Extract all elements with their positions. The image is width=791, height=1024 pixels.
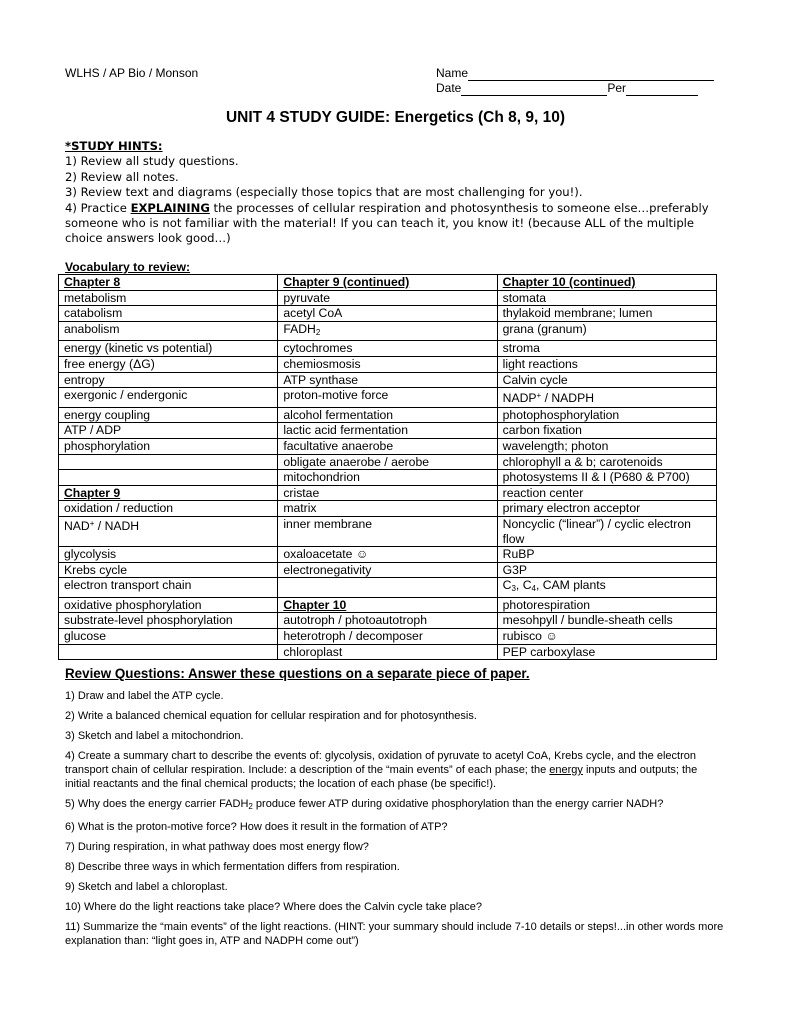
table-cell: RuBP [497,547,716,563]
col-header-ch8: Chapter 8 [59,275,278,291]
table-row [59,629,717,645]
table-row [59,372,717,388]
hint-4 [65,201,725,247]
hint-4-pre: 4) Practice [65,200,131,215]
table-cell: PEP carboxylase [497,644,716,660]
table-cell: chloroplast [278,644,497,660]
table-cell [59,516,278,546]
review-questions [65,689,725,954]
cell-text: NADP [502,391,537,406]
question-11: 11) Summarize the “main events” of the light reactions. (HINT: your summary should include 7-10 details or steps!...in other words more explanation than: “light goes in, ATP and NADPH come out”) [65,921,724,947]
header-right [436,66,714,96]
hint-4-emph: EXPLAINING [130,200,210,215]
table-cell: Calvin cycle [497,372,716,388]
table-cell: photosystems II & I (P680 & P700) [497,470,716,486]
section-header-ch10: Chapter 10 [278,597,497,613]
table-cell [278,321,497,341]
table-cell: stomata [497,290,716,306]
table-cell: reaction center [497,485,716,501]
header-left: WLHS / AP Bio / Monson [65,66,199,80]
table-cell: carbon fixation [497,423,716,439]
subscript: 4 [531,584,536,594]
table-row [59,356,717,372]
table-cell: G3P [497,562,716,578]
table-cell: cytochromes [278,341,497,357]
table-cell: thylakoid membrane; lumen [497,306,716,322]
table-cell: ATP / ADP [59,423,278,439]
question-4 [65,749,725,791]
table-row [59,321,717,341]
table-cell [497,578,716,598]
table-cell: substrate-level phosphorylation [59,613,278,629]
vocab-table [58,274,717,660]
name-label: Name [436,66,469,80]
name-field[interactable] [468,68,714,81]
table-row [59,423,717,439]
table-cell: grana (granum) [497,321,716,341]
cell-text: / NADPH [541,391,595,406]
table-row [59,613,717,629]
col-header-ch9: Chapter 9 (continued) [278,275,497,291]
table-row [59,454,717,470]
table-cell: lactic acid fermentation [278,423,497,439]
table-cell: energy (kinetic vs potential) [59,341,278,357]
table-cell: free energy (ΔG) [59,356,278,372]
table-cell: acetyl CoA [278,306,497,322]
question-5 [65,797,725,814]
table-cell: inner membrane [278,516,497,546]
question-1: 1) Draw and label the ATP cycle. [65,690,224,702]
table-cell: mesohpyll / bundle-sheath cells [497,613,716,629]
table-cell: chlorophyll a & b; carotenoids [497,454,716,470]
table-cell: glucose [59,629,278,645]
subscript: 2 [315,327,321,337]
question-3: 3) Sketch and label a mitochondrion. [65,730,244,742]
table-row [59,470,717,486]
table-row [59,501,717,517]
question-10: 10) Where do the light reactions take place? Where does the Calvin cycle take place? [65,901,483,913]
table-cell: catabolism [59,306,278,322]
superscript: + [536,391,542,401]
question-9: 9) Sketch and label a chloroplast. [65,881,228,893]
hints-heading: *STUDY HINTS: [65,139,163,153]
table-cell: phosphorylation [59,438,278,454]
table-cell: glycolysis [59,547,278,563]
table-cell: photophosphorylation [497,407,716,423]
table-cell: photorespiration [497,597,716,613]
study-hints [65,139,725,247]
table-cell: metabolism [59,290,278,306]
date-label: Date [436,81,462,95]
table-cell [278,578,497,598]
vocab-title: Vocabulary to review: [65,260,191,274]
question-8: 8) Describe three ways in which fermentation differs from respiration. [65,861,400,873]
table-cell: ATP synthase [278,372,497,388]
section-header-ch9: Chapter 9 [59,485,278,501]
table-cell: obligate anaerobe / aerobe [278,454,497,470]
table-cell [59,454,278,470]
table-row [59,388,717,408]
table-cell: electron transport chain [59,578,278,598]
cell-text: NAD [64,518,90,533]
question-6: 6) What is the proton-motive force? How does it result in the formation of ATP? [65,821,448,833]
table-row [59,578,717,598]
cell-text: , C [515,578,532,593]
table-row [59,547,717,563]
question-5-post: produce fewer ATP during oxidative phosphorylation than the energy carrier NADH? [252,798,664,810]
question-4-underline: energy [549,764,583,776]
cell-text: C [502,578,512,593]
table-cell: energy coupling [59,407,278,423]
table-cell: proton-motive force [278,388,497,408]
table-cell: light reactions [497,356,716,372]
table-cell: chemiosmosis [278,356,497,372]
table-cell: Krebs cycle [59,562,278,578]
subscript: 2 [248,802,253,811]
table-cell [59,470,278,486]
subscript: 3 [511,584,516,594]
per-label: Per [607,81,627,95]
cell-text: / NADH [94,518,140,533]
table-row [59,644,717,660]
table-cell: mitochondrion [278,470,497,486]
question-4-post: inputs and outputs; the initial reactants and the final chemical products; the location of each phase (be specific!). [65,764,698,790]
table-cell: electronegativity [278,562,497,578]
table-cell: oxidation / reduction [59,501,278,517]
table-row [59,516,717,546]
date-field[interactable] [461,83,607,96]
table-cell: anabolism [59,321,278,341]
table-cell: stroma [497,341,716,357]
col-header-ch10: Chapter 10 (continued) [497,275,716,291]
table-cell: rubisco ☺ [497,629,716,645]
table-cell: alcohol fermentation [278,407,497,423]
table-cell: exergonic / endergonic [59,388,278,408]
table-row [59,438,717,454]
table-cell [59,644,278,660]
hint-2: 2) Review all notes. [65,169,179,184]
hint-3: 3) Review text and diagrams (especially those topics that are most challenging for you!). [65,185,583,200]
table-row [59,341,717,357]
table-cell: entropy [59,372,278,388]
table-cell: Noncyclic (“linear”) / cyclic electron flow [497,516,716,546]
cell-text: , CAM plants [535,578,606,593]
table-cell: oxidative phosphorylation [59,597,278,613]
table-cell: wavelength; photon [497,438,716,454]
hint-1: 1) Review all study questions. [65,154,239,169]
table-cell: cristae [278,485,497,501]
table-row [59,306,717,322]
table-cell: heterotroph / decomposer [278,629,497,645]
question-5-pre: 5) Why does the energy carrier FADH [65,798,249,810]
cell-text: FADH [283,321,316,336]
question-4-pre: 4) Create a summary chart to describe the events of: glycolysis, oxidation of pyruvate to acetyl CoA, Krebs cycle, and the electron transport chain of cellular respiration. Include: a description of the “main events” of each phase; the [65,750,696,776]
table-cell: primary electron acceptor [497,501,716,517]
superscript: + [89,518,95,528]
question-7: 7) During respiration, in what pathway does most energy flow? [65,841,369,853]
question-2: 2) Write a balanced chemical equation for cellular respiration and for photosynthesis. [65,710,477,722]
table-cell: oxaloacetate ☺ [278,547,497,563]
table-cell [497,388,716,408]
table-cell: pyruvate [278,290,497,306]
page-title: UNIT 4 STUDY GUIDE: Energetics (Ch 8, 9, 10) [225,109,566,126]
table-cell: facultative anaerobe [278,438,497,454]
table-row [59,275,717,291]
table-cell: autotroph / photoautotroph [278,613,497,629]
table-row [59,407,717,423]
table-row [59,485,717,501]
review-title: Review Questions: Answer these questions on a separate piece of paper. [65,666,530,681]
hint-4-post: the processes of cellular respiration and photosynthesis to someone else…preferably someone who is not familiar with the material! If you can teach it, you know it! (because ALL of the multiple choice answers look good…) [65,200,709,246]
table-row [59,597,717,613]
per-field[interactable] [626,83,698,96]
table-cell: matrix [278,501,497,517]
table-row [59,290,717,306]
table-row [59,562,717,578]
